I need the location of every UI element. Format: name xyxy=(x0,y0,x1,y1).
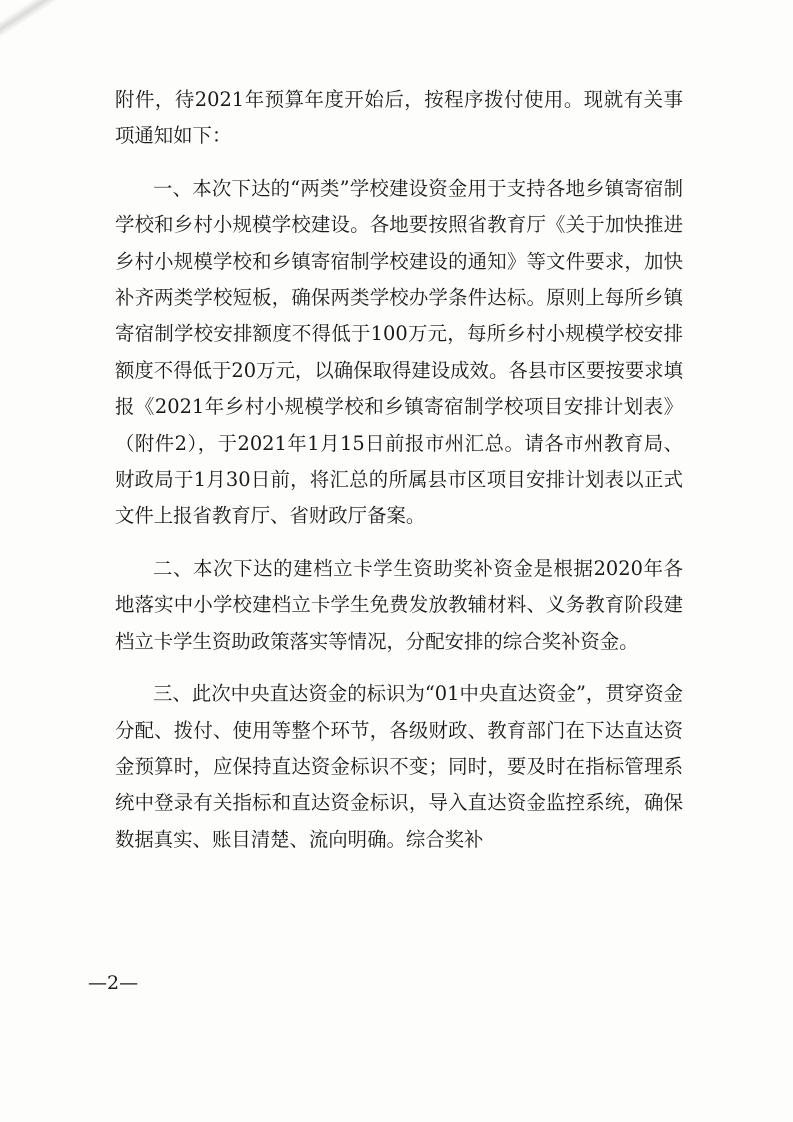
paragraph-intro: 附件，待2021年预算年度开始后，按程序拨付使用。现就有关事项通知如下： xyxy=(115,88,683,148)
paragraph-section-2: 二、本次下达的建档立卡学生资助奖补资金是根据2020年各地落实中小学校建档立卡学生免费发放教辅材料、义务教育阶段建档立卡学生资助政策落实等情况，分配安排的综合奖补资金。 xyxy=(115,556,683,653)
page-number: —2— xyxy=(88,972,139,994)
body-text xyxy=(115,82,683,858)
paragraph-section-1: 一、本次下达的“两类”学校建设资金用于支持各地乡镇寄宿制学校和乡村小规模学校建设。各地要按照省教育厅《关于加快推进乡村小规模学校和乡镇寄宿制学校建设的通知》等文件要求，加快补齐两类学校短板，确保两类学校办学条件达标。原则上每所乡镇寄宿制学校安排额度不得低于100万元，每所乡村小规模学校安排额度不得低于20万元，以确保取得建设成效。各县市区要按要求填报《2021年乡村小规模学校和乡镇寄宿制学校项目安排计划表》（附件2），于2021年1月15日前报市州汇总。请各市州教育局、财政局于1月30日前，将汇总的所属县市区项目安排计划表以正式文件上报省教育厅、省财政厅备案。 xyxy=(115,176,683,528)
paragraph-section-3: 三、此次中央直达资金的标识为“01中央直达资金”，贯穿资金分配、拨付、使用等整个环节，各级财政、教育部门在下达直达资金预算时，应保持直达资金标识不变；同时，要及时在指标管理系统中登录有关指标和直达资金标识，导入直达资金监控系统，确保数据真实、账目清楚、流向明确。综合奖补 xyxy=(115,682,683,851)
